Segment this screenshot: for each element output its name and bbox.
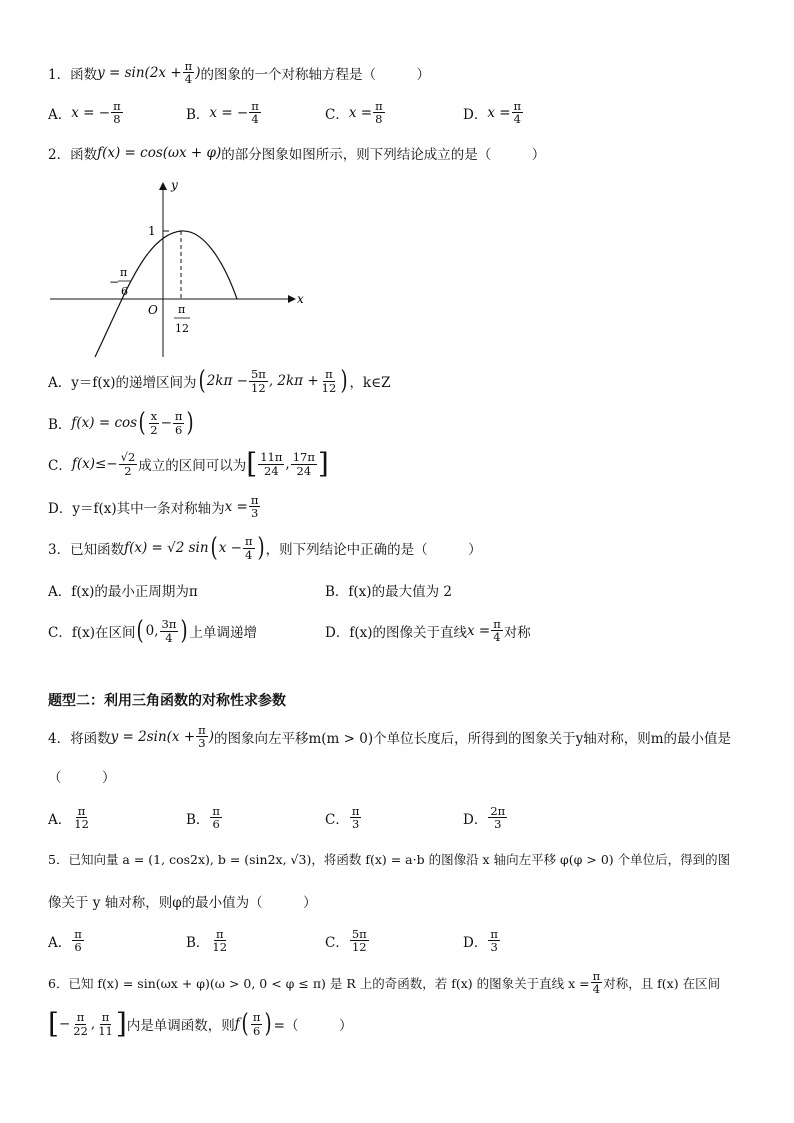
q2-option-c[interactable]: C． f(x)≤− $\frac{√2}{2}$ 成立的区间可以为 [ $\frac{11\pi}{24}$ , $\frac{17\pi}{24}$ ] <box>48 447 329 480</box>
y-axis-label: y <box>171 178 178 192</box>
pos-tick-den: 12 <box>175 322 189 335</box>
q5-option-b[interactable]: B． $\frac{\pi}{12}$ <box>186 927 228 955</box>
q3-option-b[interactable]: B．f(x)的最大值为 2 <box>325 584 452 600</box>
q2-option-b[interactable]: B． f(x) = cos ( $\frac{x}{2}$ − $\frac{\pi}{6}$ ) <box>48 408 195 438</box>
cosine-curve <box>95 231 237 357</box>
q3-option-a[interactable]: A．f(x)的最小正周期为π <box>48 584 198 600</box>
origin-label: O <box>148 303 158 317</box>
q3-option-d[interactable]: D．f(x)的图像关于直线 x = $\frac{\pi}{4}$ 对称 <box>325 617 531 645</box>
q5-option-a[interactable]: A． $\frac{\pi}{6}$ <box>48 927 82 955</box>
q5-option-c[interactable]: C． $\frac{5\pi}{12}$ <box>325 927 367 955</box>
q1-option-a[interactable]: A． x = − $\frac{\pi}{8}$ <box>48 99 121 127</box>
section-title: 题型二：利用三角函数的对称性求参数 <box>48 693 286 709</box>
q1-option-d[interactable]: D． x = $\frac{\pi}{4}$ <box>463 99 522 127</box>
tick-label-1: 1 <box>148 224 156 238</box>
x-axis-label: x <box>297 292 304 306</box>
cosine-graph <box>45 175 305 360</box>
q1-option-c[interactable]: C． x = $\frac{\pi}{8}$ <box>325 99 383 127</box>
neg-sign: − <box>109 275 120 289</box>
q4-option-a[interactable]: A． $\frac{\pi}{12}$ <box>48 804 89 832</box>
question-6-line-2: [ − $\frac{\pi}{22}$ , $\frac{\pi}{11}$ ] 内是单调函数，则 f ( $\frac{\pi}{6}$ ) =（ ） <box>48 1007 353 1040</box>
q4-option-b[interactable]: B． $\frac{\pi}{6}$ <box>186 804 220 832</box>
q5-option-d[interactable]: D． $\frac{\pi}{3}$ <box>463 927 498 955</box>
q4-option-d[interactable]: D． $\frac{2\pi}{3}$ <box>463 804 506 832</box>
question-5-line-2: 像关于 y 轴对称，则φ的最小值为（ ） <box>48 895 317 911</box>
question-2: 2．函数 f(x) = cos(ωx + φ) 的部分图象如图所示，则下列结论成立的是（ ） <box>48 145 546 163</box>
question-6-line-1: 6．已知 f(x) = sin(ωx + φ)(ω > 0, 0 < φ ≤ π) 是 R 上的奇函数，若 f(x) 的图象关于直线 x = $\frac{\pi}{4}$ 对称，且 f(x) 在区间 <box>48 969 721 997</box>
q4-option-c[interactable]: C． $\frac{\pi}{3}$ <box>325 804 360 832</box>
question-5-line-1: 5．已知向量 a = (1, cos2x), b = (sin2x, √3)，将函数 f(x) = a·b 的图像沿 x 轴向左平移 φ(φ > 0) 个单位后，得到的图 <box>48 852 731 867</box>
q2-option-d[interactable]: D． y＝f(x)其中一条对称轴为 x = $\frac{\pi}{3}$ <box>48 493 259 521</box>
pos-tick-num: π <box>178 303 186 316</box>
question-4: 4．将函数 y = 2sin(x + $\frac{\pi}{3}$ ) 的图象向左平移m(m > 0)个单位长度后，所得到的图象关于y轴对称，则m的最小值是 <box>48 723 732 751</box>
question-1: 1．函数 y = sin(2x + $\frac{\pi}{4}$ ) 的图象的一个对称轴方程是（ ） <box>48 59 430 87</box>
q3-option-c[interactable]: C．f(x)在区间 ( 0, $\frac{3\pi}{4}$ ) 上单调递增 <box>48 616 258 646</box>
q1-option-b[interactable]: B． x = − $\frac{\pi}{4}$ <box>186 99 259 127</box>
question-3: 3．已知函数 f(x) = √2 sin ( x − $\frac{\pi}{4}$ ) ，则下列结论中正确的是（ ） <box>48 533 482 563</box>
q2-option-a[interactable]: A． y＝f(x)的递增区间为 ( 2kπ − $\frac{5\pi}{12}$ , 2kπ + $\frac{\pi}{12}$ ) ，k∈Z <box>48 366 391 396</box>
neg-tick-den: 6 <box>121 285 128 298</box>
neg-tick-num: π <box>120 266 128 279</box>
question-4-blank: （ ） <box>48 770 116 786</box>
